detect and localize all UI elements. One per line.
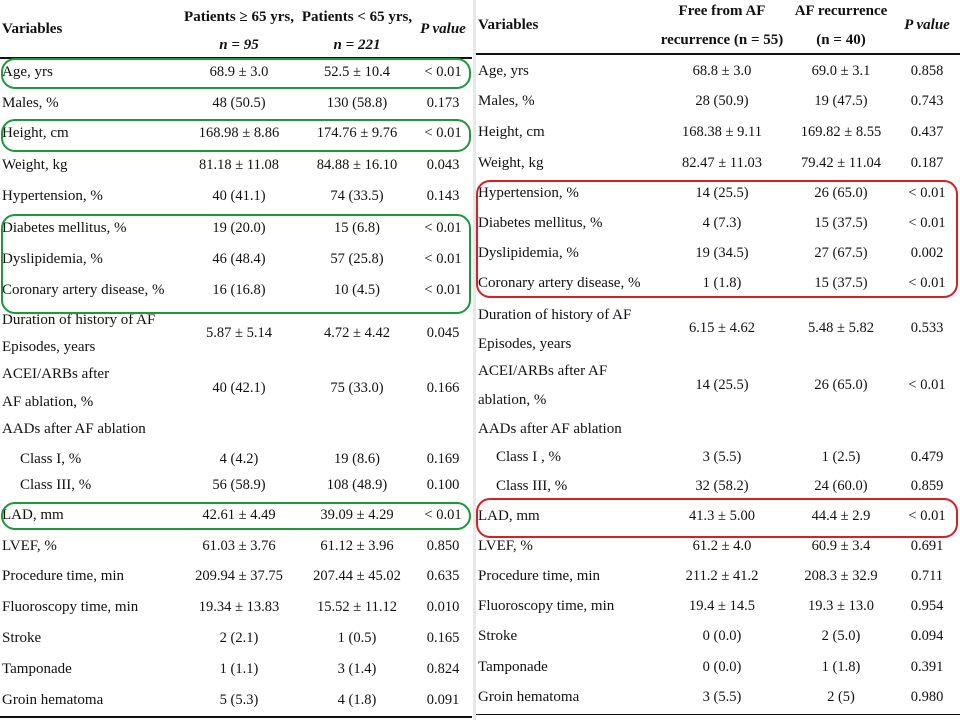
row-pvalue: 0.858 [910, 63, 944, 79]
row-value-col2: 15.52 ± 11.12 [317, 599, 397, 615]
row-value-col2: 57 (25.8) [330, 251, 384, 267]
row-pvalue: < 0.01 [908, 377, 946, 393]
row-pvalue: < 0.01 [424, 282, 462, 298]
row-label: Males, % [478, 93, 535, 109]
row-value-col2: 84.88 ± 16.10 [316, 157, 398, 173]
row-value-col1: 0 (0.0) [702, 628, 742, 644]
row-label: Stroke [478, 628, 518, 644]
row-label: Hypertension, % [478, 185, 579, 201]
row-value-col2: 19.3 ± 13.0 [808, 598, 874, 614]
row-value-col2: 3 (1.4) [337, 661, 377, 677]
row-label: Weight, kg [2, 157, 68, 173]
row-value-col1: 5.87 ± 5.14 [206, 325, 272, 341]
row-value-col1: 61.03 ± 3.76 [202, 538, 276, 554]
row-label: AADs after AF ablation [478, 421, 622, 437]
row-value-col1: 19.34 ± 13.83 [198, 599, 280, 615]
row-value-col2: 1 (2.5) [821, 449, 861, 465]
header-rule [476, 53, 960, 55]
row-pvalue: 0.091 [426, 692, 460, 708]
row-label: LVEF, % [2, 538, 57, 554]
row-pvalue: 0.187 [910, 155, 944, 171]
row-label: Procedure time, min [478, 568, 601, 584]
row-pvalue: < 0.01 [424, 251, 462, 267]
row-value-col2: 19 (8.6) [334, 451, 380, 467]
row-pvalue: 0.954 [910, 598, 944, 614]
row-value-col1: 1 (1.8) [702, 275, 742, 291]
row-label: Duration of history of AF [478, 307, 632, 323]
highlight-comorbidities [476, 180, 958, 298]
row-value-col1: 14 (25.5) [695, 377, 749, 393]
row-pvalue: < 0.01 [424, 64, 462, 80]
row-value-col2: 15 (6.8) [334, 220, 380, 236]
row-value-col2: 26 (65.0) [814, 185, 868, 201]
row-label: LAD, mm [478, 508, 540, 524]
row-value-col1: 5 (5.3) [219, 692, 259, 708]
row-label: Groin hematoma [2, 692, 104, 708]
row-value-col1: 40 (41.1) [212, 188, 266, 204]
row-value-col1: 68.9 ± 3.0 [209, 64, 269, 80]
row-value-col1: 6.15 ± 4.62 [689, 320, 755, 336]
header-col2-line1: AF recurrence [794, 3, 888, 19]
row-label: ACEI/ARBs after AF [478, 363, 608, 379]
row-value-col1: 48 (50.5) [212, 95, 266, 111]
row-value-col2: 79.42 ± 11.04 [801, 155, 881, 171]
row-value-col1: 14 (25.5) [695, 185, 749, 201]
bottom-rule [476, 714, 960, 715]
row-pvalue: 0.169 [426, 451, 460, 467]
row-value-col1: 19 (34.5) [695, 245, 749, 261]
row-label: ACEI/ARBs after [2, 366, 110, 382]
row-pvalue: < 0.01 [424, 507, 462, 523]
right-table [476, 0, 960, 720]
row-value-col2: 44.4 ± 2.9 [811, 508, 871, 524]
row-pvalue: < 0.01 [424, 125, 462, 141]
row-label: Age, yrs [2, 64, 53, 80]
row-label: Age, yrs [478, 63, 529, 79]
row-value-col1: 19.4 ± 14.5 [689, 598, 755, 614]
row-value-col1: 3 (5.5) [702, 449, 742, 465]
row-value-col1: 4 (7.3) [702, 215, 742, 231]
row-value-col1: 2 (2.1) [219, 630, 259, 646]
row-pvalue: 0.980 [910, 689, 944, 705]
header-col2-line1: Patients < 65 yrs, [301, 9, 413, 25]
row-value-col1: 3 (5.5) [702, 689, 742, 705]
row-label: Procedure time, min [2, 568, 125, 584]
row-pvalue: 0.010 [426, 599, 460, 615]
row-label-cont: Episodes, years [2, 339, 96, 355]
row-pvalue: 0.143 [426, 188, 460, 204]
row-label: Class I, % [20, 451, 82, 467]
row-label: Fluoroscopy time, min [478, 598, 615, 614]
row-value-col2: 69.0 ± 3.1 [811, 63, 871, 79]
row-value-col2: 2 (5) [827, 689, 855, 705]
header-variables: Variables [478, 17, 539, 33]
row-pvalue: < 0.01 [908, 508, 946, 524]
row-label: Diabetes mellitus, % [478, 215, 603, 231]
row-pvalue: 0.691 [910, 538, 944, 554]
row-value-col1: 41.3 ± 5.00 [689, 508, 755, 524]
row-value-col2: 174.76 ± 9.76 [316, 125, 398, 141]
highlight-height [1, 119, 471, 152]
row-value-col2: 5.48 ± 5.82 [808, 320, 874, 336]
highlight-comorbidities [1, 214, 471, 314]
row-value-col2: 19 (47.5) [814, 93, 868, 109]
row-value-col2: 4.72 ± 4.42 [324, 325, 390, 341]
row-value-col2: 39.09 ± 4.29 [320, 507, 394, 523]
row-label: Fluoroscopy time, min [2, 599, 139, 615]
row-label-cont: AF ablation, % [2, 394, 94, 410]
row-value-col2: 75 (33.0) [330, 380, 384, 396]
row-value-col1: 209.94 ± 37.75 [195, 568, 283, 584]
row-pvalue: < 0.01 [908, 185, 946, 201]
row-value-col1: 81.18 ± 11.08 [199, 157, 279, 173]
row-value-col1: 61.2 ± 4.0 [692, 538, 752, 554]
row-label: Hypertension, % [2, 188, 103, 204]
row-value-col2: 10 (4.5) [334, 282, 380, 298]
row-label: LVEF, % [478, 538, 533, 554]
row-value-col1: 42.61 ± 4.49 [202, 507, 276, 523]
row-label-cont: Episodes, years [478, 336, 572, 352]
row-value-col2: 15 (37.5) [814, 215, 868, 231]
row-value-col1: 168.98 ± 8.86 [198, 125, 280, 141]
row-pvalue: 0.437 [910, 124, 944, 140]
row-pvalue: 0.043 [426, 157, 460, 173]
row-pvalue: 0.533 [910, 320, 944, 336]
row-value-col2: 208.3 ± 32.9 [804, 568, 878, 584]
row-pvalue: 0.824 [426, 661, 460, 677]
row-value-col2: 2 (5.0) [821, 628, 861, 644]
row-pvalue: 0.002 [910, 245, 944, 261]
row-pvalue: 0.100 [426, 477, 460, 493]
row-pvalue: 0.711 [910, 568, 944, 584]
row-value-col1: 16 (16.8) [212, 282, 266, 298]
row-value-col1: 1 (1.1) [219, 661, 259, 677]
row-value-col2: 52.5 ± 10.4 [324, 64, 390, 80]
row-value-col2: 169.82 ± 8.55 [800, 124, 882, 140]
row-value-col2: 74 (33.5) [330, 188, 384, 204]
row-pvalue: < 0.01 [908, 215, 946, 231]
row-value-col2: 27 (67.5) [814, 245, 868, 261]
header-variables: Variables [2, 21, 63, 37]
row-label: Males, % [2, 95, 59, 111]
row-value-col1: 68.8 ± 3.0 [692, 63, 752, 79]
row-value-col1: 19 (20.0) [212, 220, 266, 236]
header-col2-line2: n = 221 [333, 37, 381, 53]
row-label: Height, cm [2, 125, 69, 141]
row-pvalue: < 0.01 [424, 220, 462, 236]
row-pvalue: 0.850 [426, 538, 460, 554]
row-label: Groin hematoma [478, 689, 580, 705]
row-pvalue: 0.173 [426, 95, 460, 111]
row-label: Class III, % [496, 478, 568, 494]
row-value-col2: 130 (58.8) [326, 95, 388, 111]
row-pvalue: 0.094 [910, 628, 944, 644]
highlight-lad [476, 498, 958, 538]
row-label: Coronary artery disease, % [478, 275, 641, 291]
row-label: Dyslipidemia, % [2, 251, 103, 267]
highlight-age [1, 58, 471, 89]
header-pvalue: P value [420, 21, 466, 37]
row-value-col2: 108 (48.9) [326, 477, 388, 493]
header-col1-line1: Patients ≥ 65 yrs, [184, 9, 294, 25]
row-value-col2: 207.44 ± 45.02 [313, 568, 401, 584]
row-label: Weight, kg [478, 155, 544, 171]
row-label: Diabetes mellitus, % [2, 220, 127, 236]
header-col2-line2: (n = 40) [816, 32, 866, 48]
row-pvalue: 0.391 [910, 659, 944, 675]
row-label: Stroke [2, 630, 42, 646]
row-label: Coronary artery disease, % [2, 282, 165, 298]
row-value-col1: 211.2 ± 41.2 [685, 568, 759, 584]
row-value-col1: 4 (4.2) [219, 451, 259, 467]
row-value-col2: 24 (60.0) [814, 478, 868, 494]
row-value-col2: 4 (1.8) [337, 692, 377, 708]
row-value-col2: 60.9 ± 3.4 [811, 538, 871, 554]
header-col1-line2: n = 95 [219, 37, 259, 53]
row-value-col1: 32 (58.2) [695, 478, 749, 494]
row-value-col2: 15 (37.5) [814, 275, 868, 291]
row-value-col2: 61.12 ± 3.96 [320, 538, 394, 554]
header-pvalue: P value [904, 17, 950, 33]
row-value-col2: 1 (0.5) [337, 630, 377, 646]
row-pvalue: 0.165 [426, 630, 460, 646]
row-value-col1: 56 (58.9) [212, 477, 266, 493]
row-label: Tamponade [2, 661, 72, 677]
row-label: AADs after AF ablation [2, 421, 146, 437]
row-value-col1: 46 (48.4) [212, 251, 266, 267]
row-value-col1: 82.47 ± 11.03 [682, 155, 762, 171]
row-pvalue: 0.479 [910, 449, 944, 465]
bottom-rule [0, 716, 472, 718]
row-value-col2: 1 (1.8) [821, 659, 861, 675]
row-label: Dyslipidemia, % [478, 245, 579, 261]
row-label: Tamponade [478, 659, 548, 675]
header-col1-line1: Free from AF [678, 3, 766, 19]
row-pvalue: 0.166 [426, 380, 460, 396]
row-value-col2: 26 (65.0) [814, 377, 868, 393]
row-label-cont: ablation, % [478, 392, 547, 408]
row-value-col1: 0 (0.0) [702, 659, 742, 675]
row-pvalue: 0.045 [426, 325, 460, 341]
row-value-col1: 168.38 ± 9.11 [682, 124, 762, 140]
row-value-col1: 28 (50.9) [695, 93, 749, 109]
row-label: Height, cm [478, 124, 545, 140]
row-label: Class III, % [20, 477, 92, 493]
row-pvalue: 0.743 [910, 93, 944, 109]
row-label: Class I , % [496, 449, 561, 465]
left-table [0, 0, 472, 720]
row-label: Duration of history of AF [2, 312, 156, 328]
row-pvalue: 0.635 [426, 568, 460, 584]
highlight-lad [1, 502, 471, 530]
header-col1-line2: recurrence (n = 55) [660, 32, 784, 48]
row-label: LAD, mm [2, 507, 64, 523]
row-value-col1: 40 (42.1) [212, 380, 266, 396]
row-pvalue: < 0.01 [908, 275, 946, 291]
row-pvalue: 0.859 [910, 478, 944, 494]
